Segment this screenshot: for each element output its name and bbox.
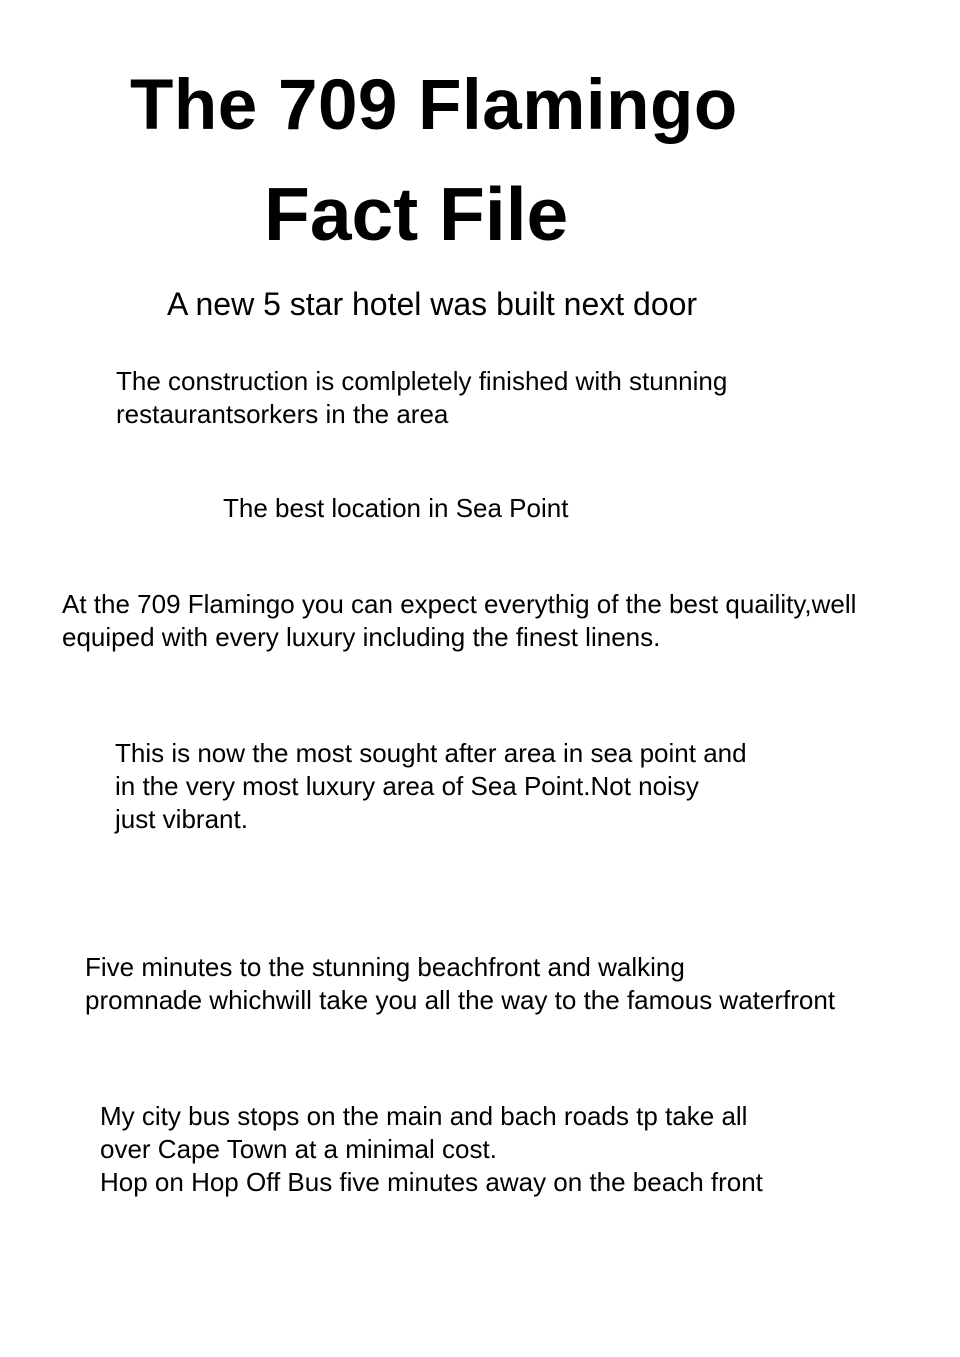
paragraph-construction (116, 365, 727, 431)
title-line-2: Fact File (264, 172, 569, 256)
title-line-1: The 709 Flamingo (130, 66, 738, 145)
paragraph-line: At the 709 Flamingo you can expect everythig of the best quaility,well (62, 589, 857, 619)
paragraph-line: restaurantsorkers in the area (116, 399, 449, 429)
paragraph-area (115, 737, 747, 836)
paragraph-location (223, 492, 568, 525)
paragraph-line: equiped with every luxury including the finest linens. (62, 622, 661, 652)
paragraph-line: over Cape Town at a minimal cost. (100, 1134, 497, 1164)
paragraph-line: The best location in Sea Point (223, 493, 569, 523)
paragraph-line: promnade whichwill take you all the way to the famous waterfront (85, 985, 836, 1015)
paragraph-line: This is now the most sought after area in sea point and (115, 738, 747, 768)
paragraph-transport (100, 1100, 763, 1199)
paragraph-line: My city bus stops on the main and bach roads tp take all (100, 1101, 748, 1131)
paragraph-quality (62, 588, 856, 654)
paragraph-line: just vibrant. (115, 804, 248, 834)
paragraph-beachfront (85, 951, 835, 1017)
paragraph-line: in the very most luxury area of Sea Point.Not noisy (115, 771, 699, 801)
paragraph-line: The construction is comlpletely finished with stunning (116, 366, 728, 396)
paragraph-line: Hop on Hop Off Bus five minutes away on the beach front (100, 1167, 763, 1197)
paragraph-line: Five minutes to the stunning beachfront and walking (85, 952, 685, 982)
subtitle: A new 5 star hotel was built next door (167, 286, 698, 322)
